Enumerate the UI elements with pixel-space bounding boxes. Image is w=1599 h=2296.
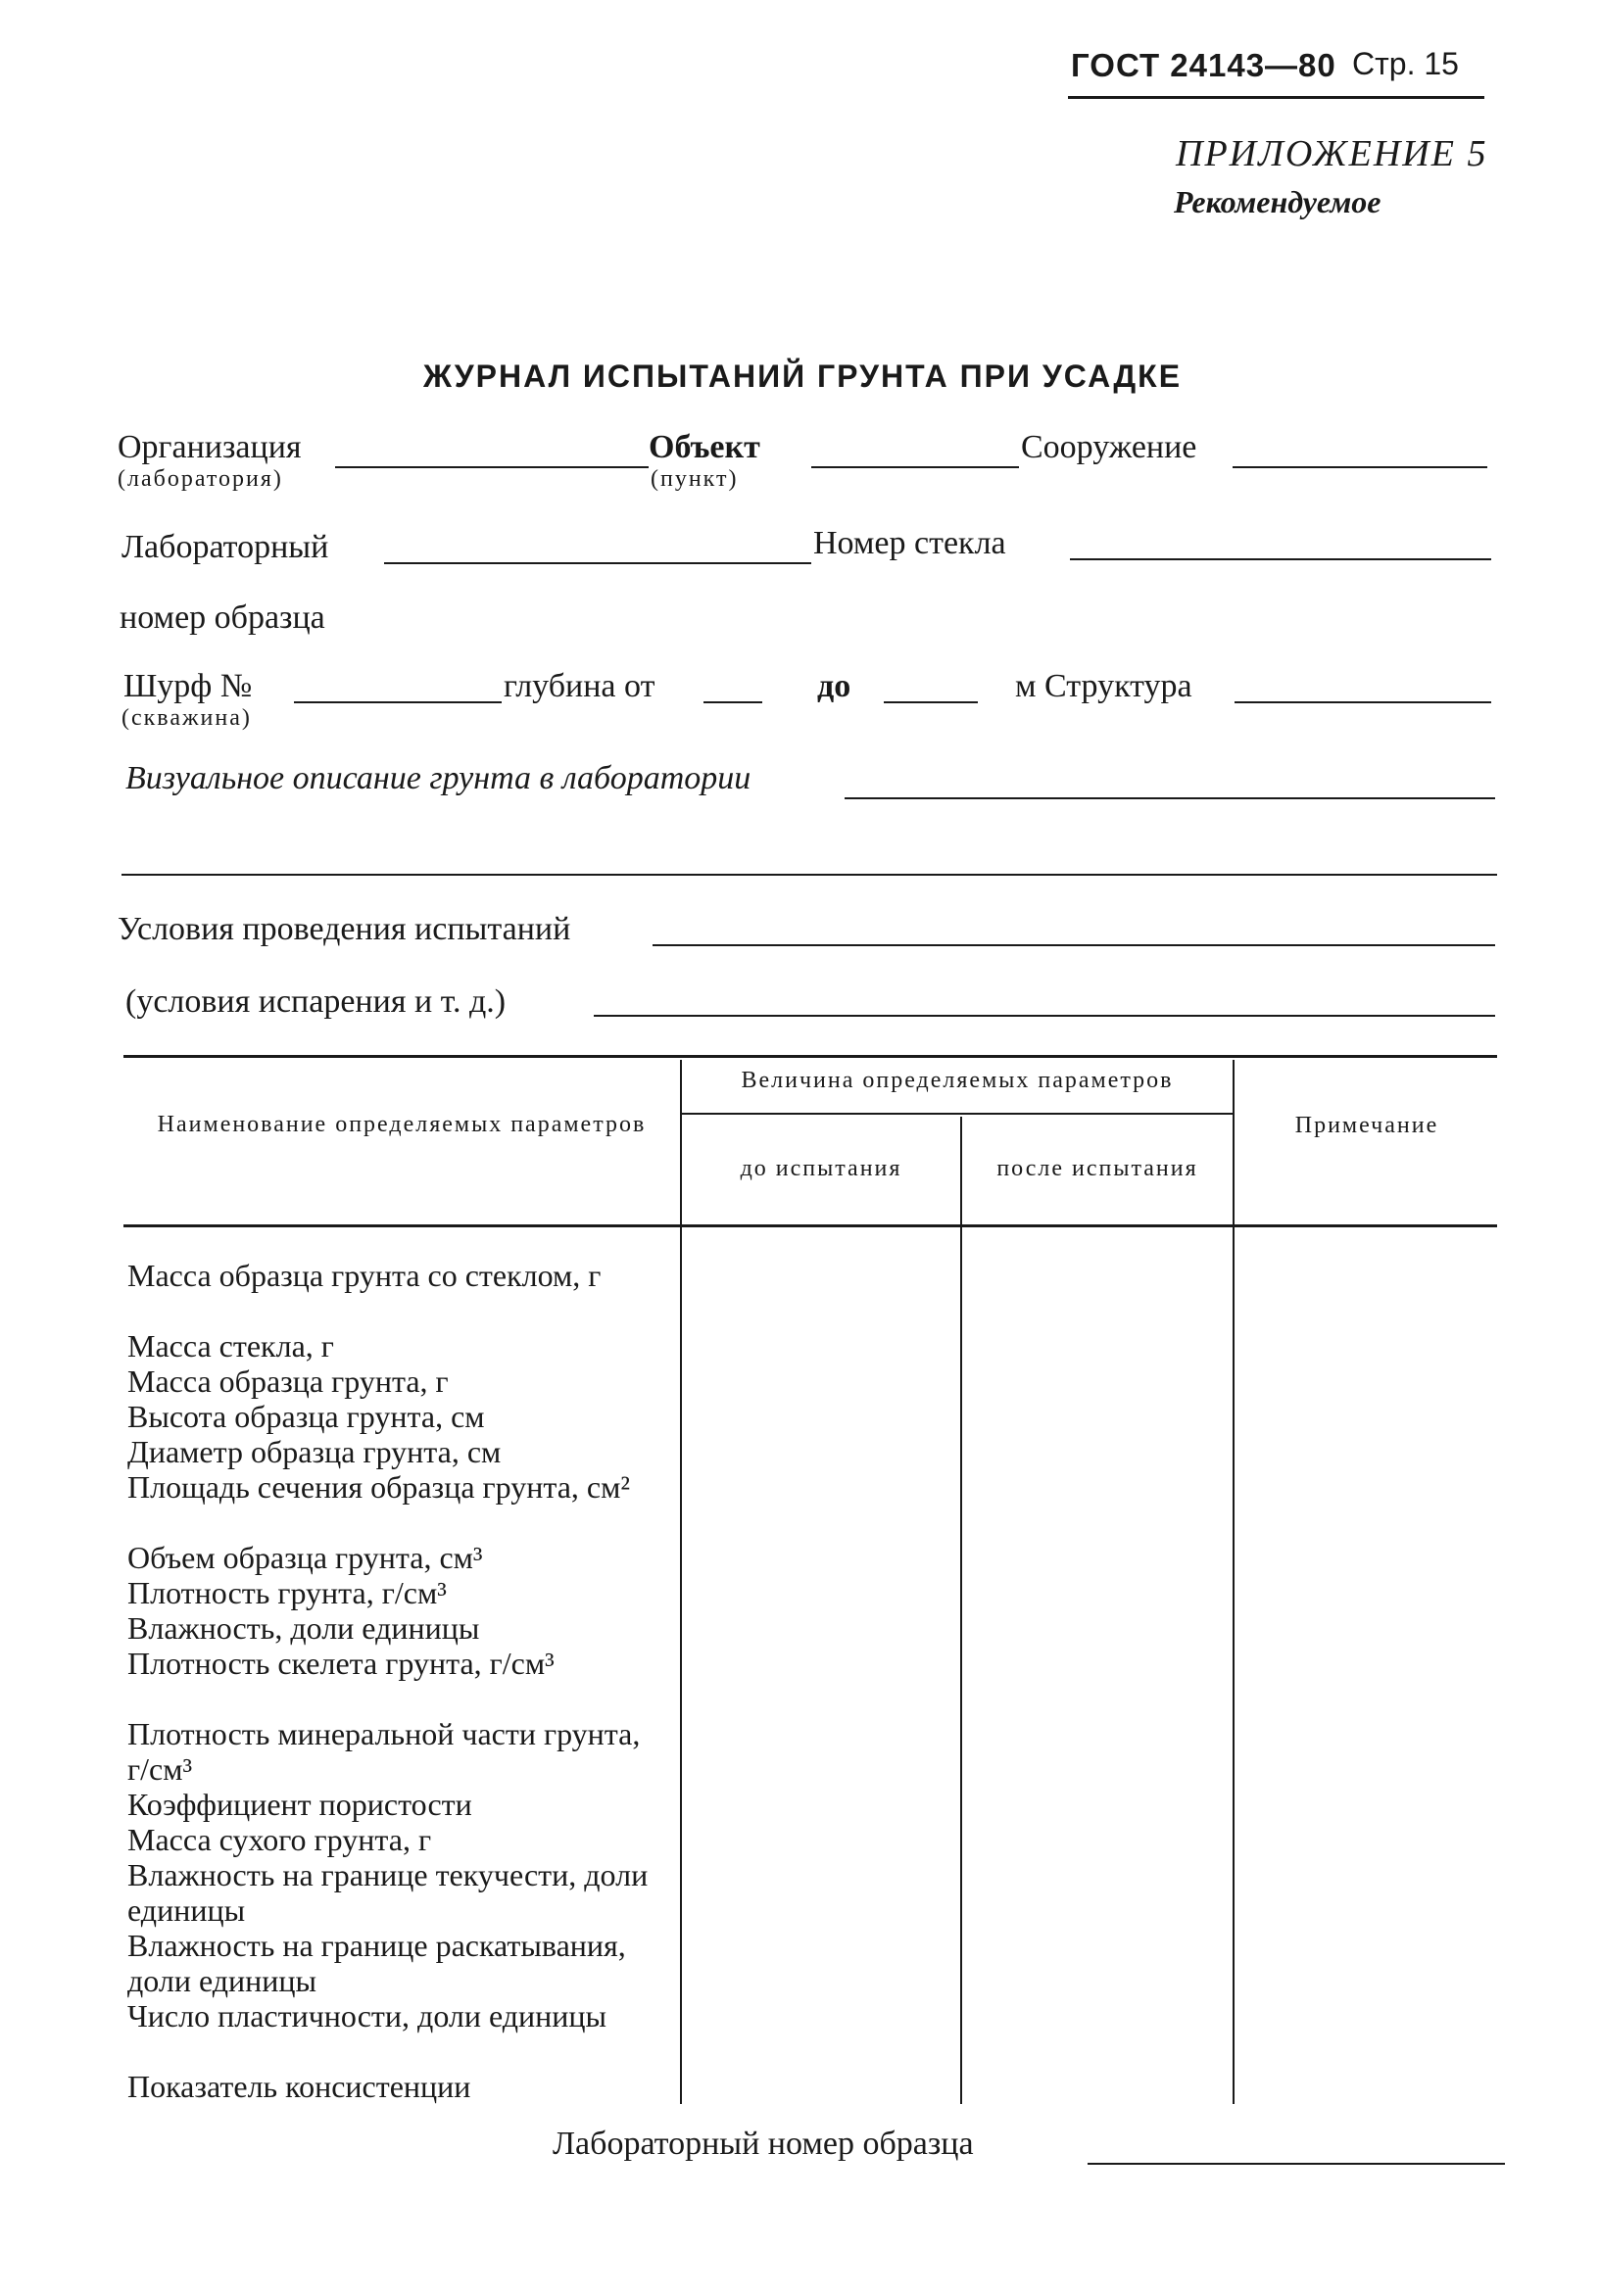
param-row: Объем образца грунта, см³ xyxy=(127,1540,483,1575)
param-row: Масса сухого грунта, г xyxy=(127,1822,432,1857)
depth-to-label: до xyxy=(817,668,851,704)
pit-label: Шурф № xyxy=(123,668,253,704)
col-note-header: Примечание xyxy=(1294,1113,1439,1138)
conditions-field-2[interactable] xyxy=(594,1015,1495,1017)
organization-label: Организация xyxy=(118,429,302,465)
col-name-header: Наименование определяемых параметров xyxy=(157,1112,647,1137)
organization-field[interactable] xyxy=(335,466,649,468)
param-row: Площадь сечения образца грунта, см² xyxy=(127,1469,630,1505)
param-row: Масса образца грунта, г xyxy=(127,1363,449,1399)
table-divider-3 xyxy=(1233,1060,1235,2104)
document-title: ЖУРНАЛ ИСПЫТАНИЙ ГРУНТА ПРИ УСАДКЕ xyxy=(423,359,1183,394)
col-after-header: после испытания xyxy=(996,1156,1198,1181)
table-divider-2 xyxy=(960,1117,962,2104)
glass-number-label: Номер стекла xyxy=(813,525,1006,561)
depth-from-label: глубина от xyxy=(504,668,655,704)
table-divider-1 xyxy=(680,1060,682,2104)
appendix-status: Рекомендуемое xyxy=(1174,184,1381,219)
param-row: Плотность минеральной части грунта, г/см³ xyxy=(127,1716,641,1787)
object-field[interactable] xyxy=(811,466,1019,468)
conditions-sublabel: (условия испарения и т. д.) xyxy=(125,983,507,1020)
page-number: Стр. 15 xyxy=(1352,46,1459,81)
organization-sublabel: (лаборатория) xyxy=(118,466,283,492)
values-subheader-rule xyxy=(680,1113,1233,1115)
structure-label: Сооружение xyxy=(1021,429,1197,465)
table-top-rule xyxy=(123,1055,1497,1058)
depth-from-field[interactable] xyxy=(703,701,762,703)
standard-number: ГОСТ 24143—80 xyxy=(1071,47,1336,83)
sample-number-label: номер образца xyxy=(120,599,325,636)
footer-lab-sample-field[interactable] xyxy=(1088,2163,1505,2165)
footer-lab-sample-label: Лабораторный номер образца xyxy=(553,2126,974,2162)
param-row: Плотность скелета грунта, г/см³ xyxy=(127,1646,555,1681)
param-row: Показатель консистенции xyxy=(127,2069,471,2104)
header-rule xyxy=(1068,96,1484,99)
param-row: Высота образца грунта, см xyxy=(127,1399,485,1434)
depth-to-field[interactable] xyxy=(884,701,978,703)
glass-number-field[interactable] xyxy=(1070,558,1491,560)
pit-field[interactable] xyxy=(294,701,502,703)
param-row: Диаметр образца грунта, см xyxy=(127,1434,502,1469)
param-row: Влажность, доли единицы xyxy=(127,1610,480,1646)
lab-label: Лабораторный xyxy=(121,529,329,565)
structure-type-field[interactable] xyxy=(1235,701,1491,703)
conditions-field[interactable] xyxy=(653,944,1495,946)
conditions-label: Условия проведения испытаний xyxy=(118,911,571,947)
table-header-rule xyxy=(123,1224,1497,1227)
pit-sublabel: (скважина) xyxy=(121,705,252,731)
col-values-header: Величина определяемых параметров xyxy=(741,1068,1174,1093)
meter-structure-label: м Структура xyxy=(1015,668,1192,704)
structure-field[interactable] xyxy=(1233,466,1487,468)
param-row: Коэффициент пористости xyxy=(127,1787,472,1822)
object-sublabel: (пункт) xyxy=(651,466,739,492)
param-row: Плотность грунта, г/см³ xyxy=(127,1575,447,1610)
param-row: Масса образца грунта со стеклом, г xyxy=(127,1258,602,1293)
visual-description-label: Визуальное описание грунта в лаборатории xyxy=(125,760,751,796)
visual-description-field[interactable] xyxy=(845,797,1495,799)
param-row: Влажность на границе текучести, доли единицы xyxy=(127,1857,649,1928)
object-label: Объект xyxy=(649,429,760,465)
param-row: Число пластичности, доли единицы xyxy=(127,1998,607,2033)
appendix-label: ПРИЛОЖЕНИЕ 5 xyxy=(1176,133,1488,174)
visual-description-field-2[interactable] xyxy=(121,874,1497,876)
param-row: Масса стекла, г xyxy=(127,1328,334,1363)
col-before-header: до испытания xyxy=(740,1156,902,1181)
lab-sample-field[interactable] xyxy=(384,562,811,564)
param-row: Влажность на границе раскатывания, доли единицы xyxy=(127,1928,626,1998)
